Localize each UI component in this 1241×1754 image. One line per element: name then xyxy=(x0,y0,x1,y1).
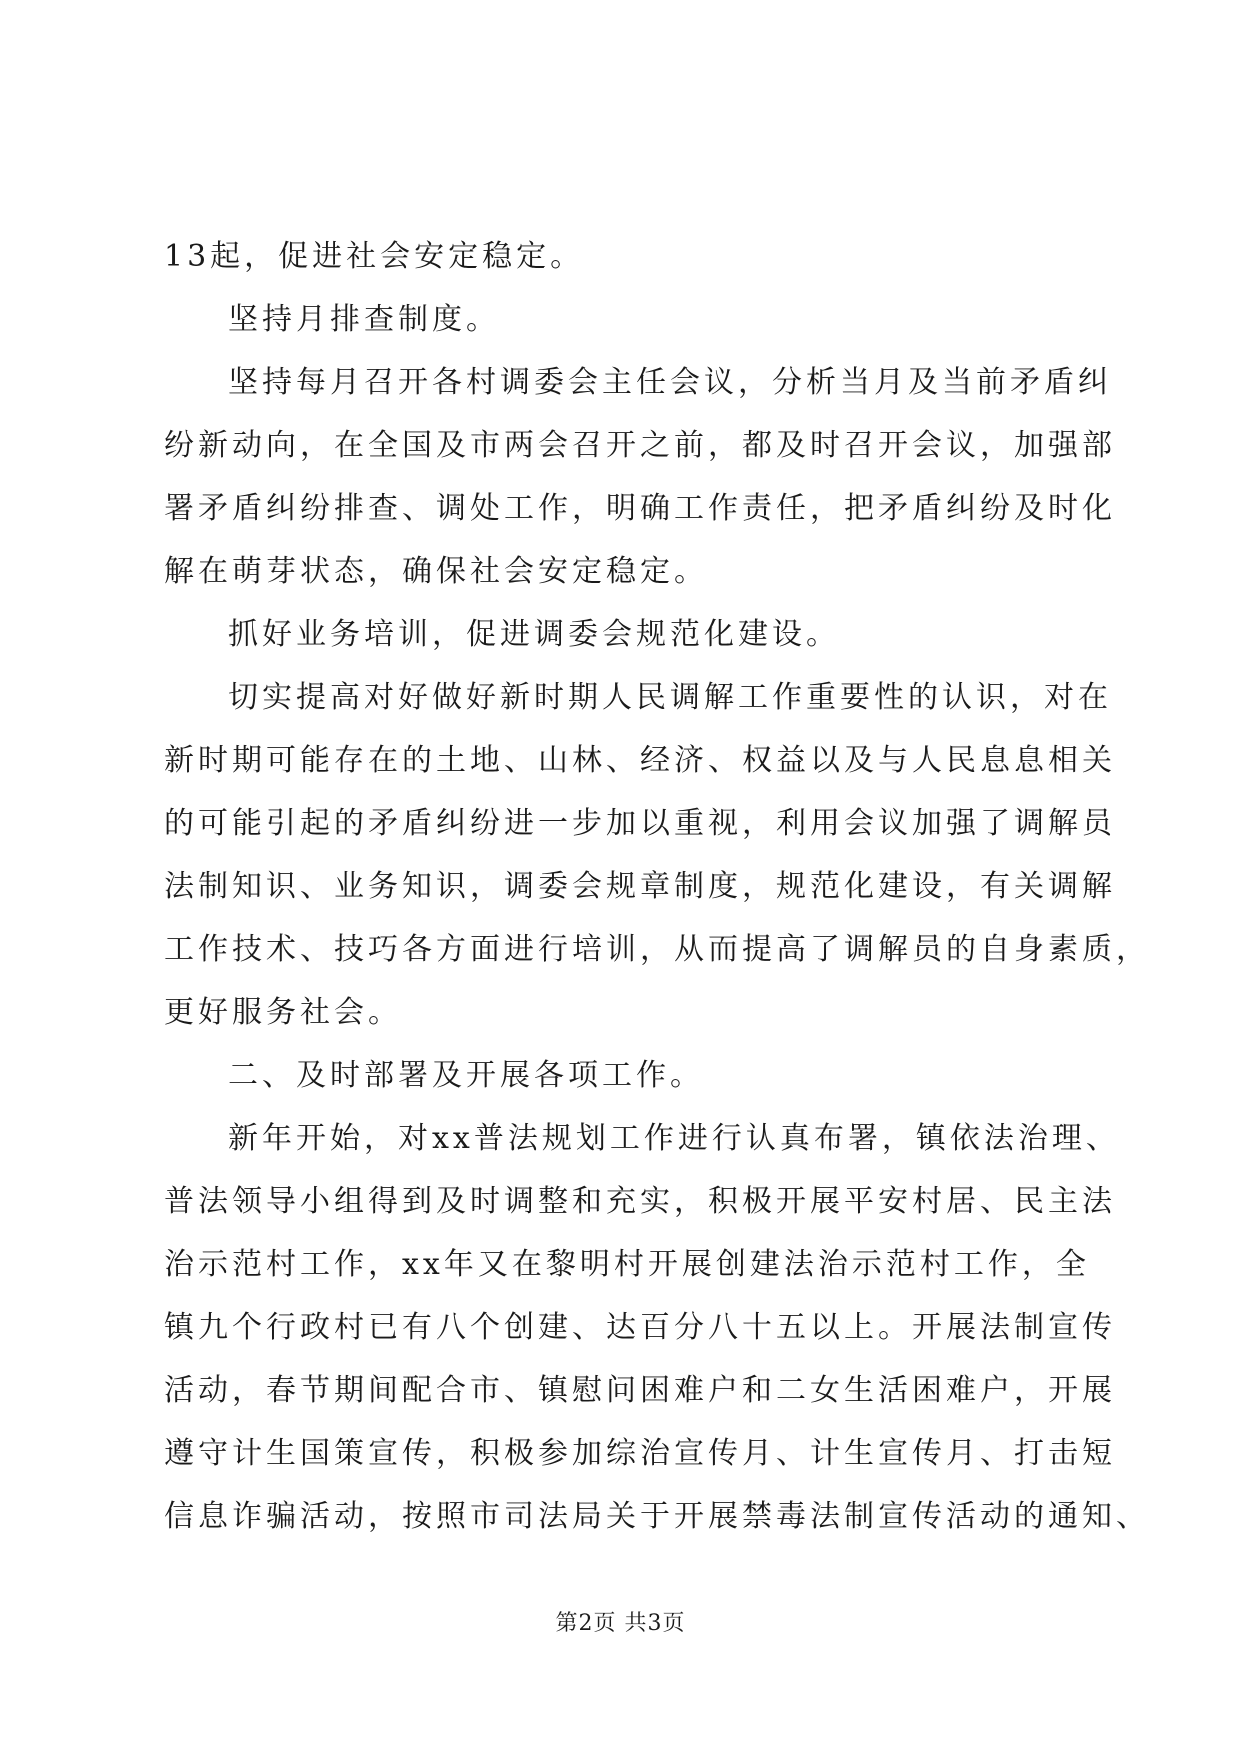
text-line: 坚持月排查制度。 xyxy=(228,302,500,337)
text-line: 法制知识、业务知识，调委会规章制度，规范化建设，有关调解 xyxy=(164,869,1116,904)
text-line: 工作技术、技巧各方面进行培训，从而提高了调解员的自身素质， xyxy=(164,932,1150,967)
text-line: 镇九个行政村已有八个创建、达百分八十五以上。开展法制宣传 xyxy=(164,1310,1116,1345)
text-line: 活动，春节期间配合市、镇慰问困难户和二女生活困难户，开展 xyxy=(164,1373,1116,1408)
page-number-footer: 第2页 共3页 xyxy=(555,1611,686,1636)
text-line: 切实提高对好做好新时期人民调解工作重要性的认识，对在 xyxy=(228,680,1112,715)
section-heading: 二、及时部署及开展各项工作。 xyxy=(228,1058,704,1093)
text-line: 更好服务社会。 xyxy=(164,995,402,1030)
text-line: 信息诈骗活动，按照市司法局关于开展禁毒法制宣传活动的通知、 xyxy=(164,1499,1150,1534)
text-line: 纷新动向，在全国及市两会召开之前，都及时召开会议，加强部 xyxy=(164,428,1116,463)
text-line: 的可能引起的矛盾纠纷进一步加以重视，利用会议加强了调解员 xyxy=(164,806,1116,841)
text-line: 坚持每月召开各村调委会主任会议，分析当月及当前矛盾纠 xyxy=(228,365,1112,400)
text-line: 遵守计生国策宣传，积极参加综治宣传月、计生宣传月、打击短 xyxy=(164,1436,1116,1471)
document-body xyxy=(164,225,1150,1548)
text-line: 新年开始，对xx普法规划工作进行认真布署，镇依法治理、 xyxy=(228,1121,1120,1156)
text-line: 抓好业务培训，促进调委会规范化建设。 xyxy=(228,617,840,652)
text-line: 治示范村工作，xx年又在黎明村开展创建法治示范村工作，全 xyxy=(164,1247,1090,1282)
text-line: 13起，促进社会安定稳定。 xyxy=(164,239,585,274)
text-line: 解在萌芽状态，确保社会安定稳定。 xyxy=(164,554,708,589)
text-line: 普法领导小组得到及时调整和充实，积极开展平安村居、民主法 xyxy=(164,1184,1116,1219)
text-line: 署矛盾纠纷排查、调处工作，明确工作责任，把矛盾纠纷及时化 xyxy=(164,491,1116,526)
text-line: 新时期可能存在的土地、山林、经济、权益以及与人民息息相关 xyxy=(164,743,1116,778)
